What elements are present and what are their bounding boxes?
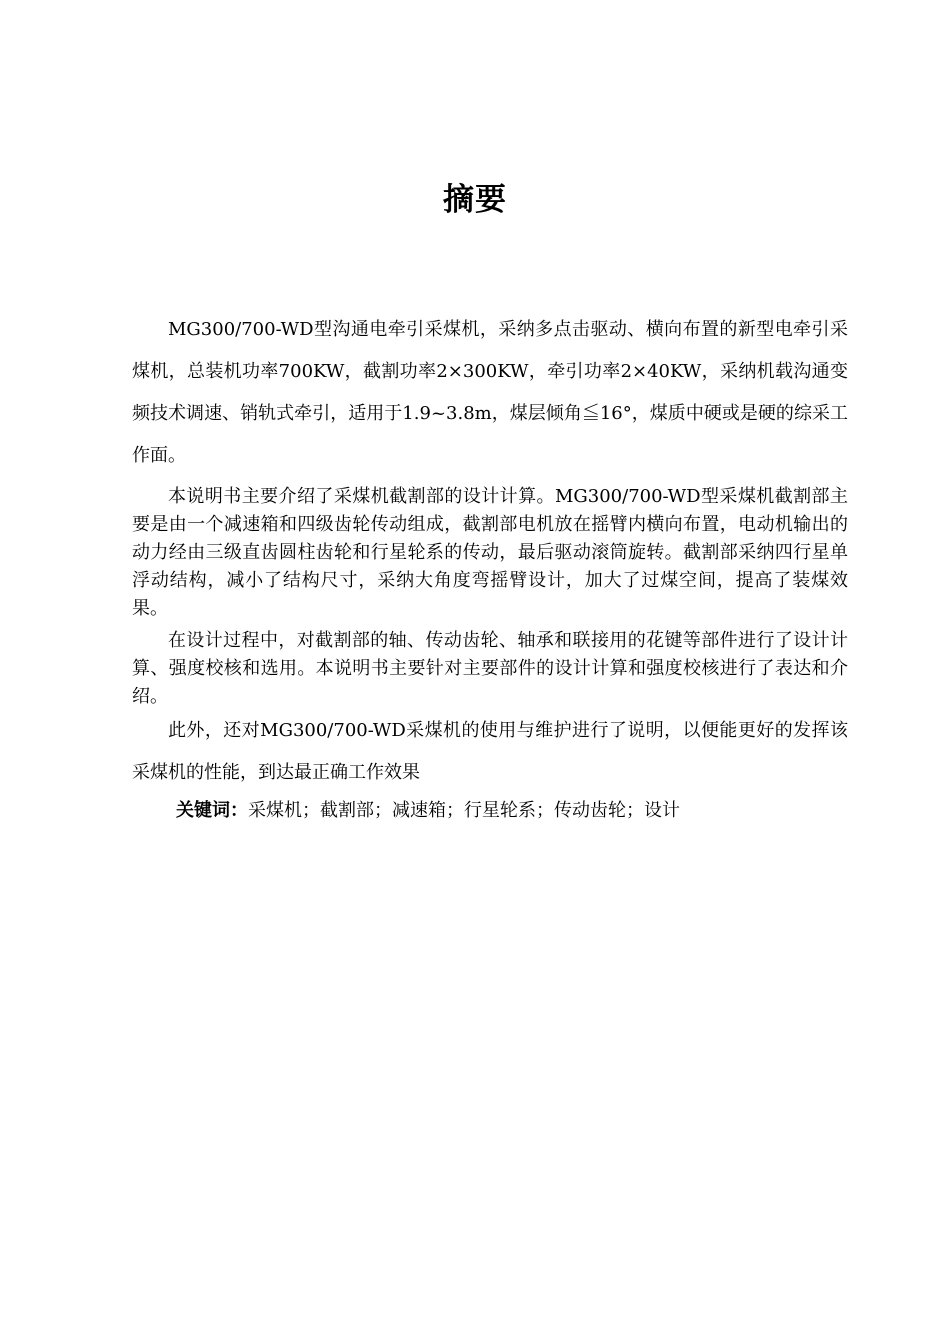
abstract-paragraph-4: 此外，还对MG300/700-WD采煤机的使用与维护进行了说明，以便能更好的发挥该采煤机的性能，到达最正确工作效果 [132,720,848,783]
abstract-paragraph-2: 本说明书主要介绍了采煤机截割部的设计计算。MG300/700-WD型采煤机截割部主要是由一个减速箱和四级齿轮传动组成，截割部电机放在摇臂内横向布置，电动机输出的动力经由三级直齿圆柱齿轮和行星轮系的传动，最后驱动滚筒旋转。截割部采纳四行星单浮动结构，减小了结构尺寸，采纳大角度弯摇臂设计，加大了过煤空间，提高了装煤效果。 [132,486,848,619]
page-title: 摘要 [443,182,507,218]
keywords-label: 关键词： [176,800,248,821]
abstract-paragraph-3: 在设计过程中，对截割部的轴、传动齿轮、轴承和联接用的花键等部件进行了设计计算、强度校核和选用。本说明书主要针对主要部件的设计计算和强度校核进行了表达和介绍。 [132,630,848,707]
keywords-text: 采煤机；截割部；减速箱；行星轮系；传动齿轮；设计 [248,800,680,821]
keywords-line [176,795,856,827]
abstract-paragraph-1: MG300/700-WD型沟通电牵引采煤机，采纳多点击驱动、横向布置的新型电牵引采煤机，总装机功率700KW，截割功率2×300KW，牵引功率2×40KW，采纳机载沟通变频技术调速、销轨式牵引，适用于1.9~3.8m，煤层倾角≦16°，煤质中硬或是硬的综采工作面。 [132,319,848,466]
